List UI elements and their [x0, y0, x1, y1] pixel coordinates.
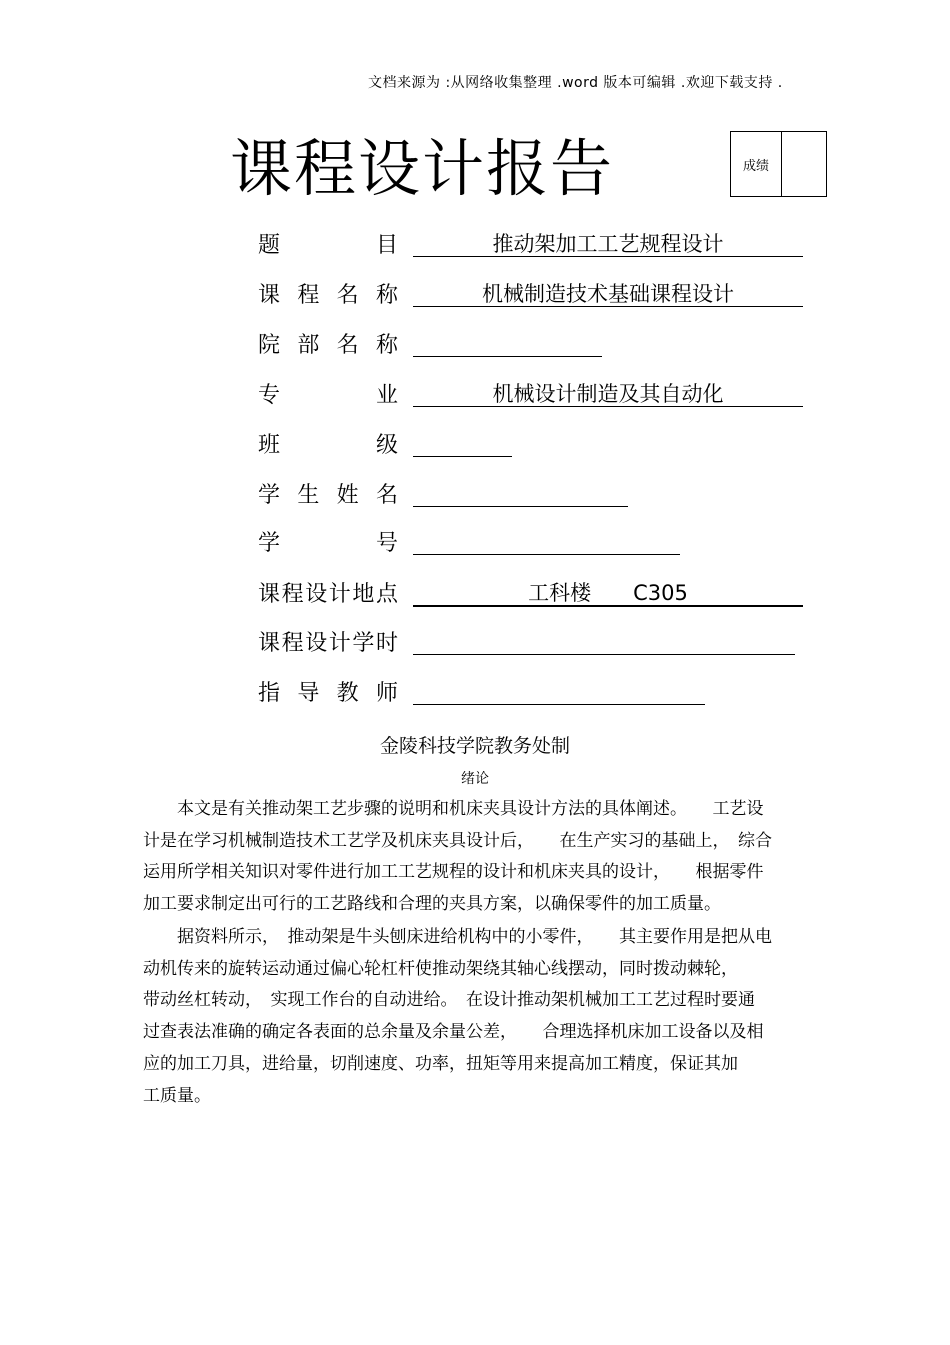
field-label-char: 姓	[336, 483, 359, 508]
paragraph-line: 工质量。	[143, 1085, 211, 1106]
field-label-char: 程	[281, 631, 304, 656]
grade-label: 成绩	[731, 132, 782, 196]
field-label-char: 课	[258, 283, 281, 308]
paragraph-line: 运用所学相关知识对零件进行加工工艺规程的设计和机床夹具的设计， 根据零件	[143, 862, 764, 883]
grade-box	[730, 131, 827, 197]
field-label-char: 计	[328, 631, 351, 656]
field-label-char: 时	[375, 631, 398, 656]
field-label-char: 号	[375, 531, 398, 556]
field-label-char: 专	[258, 383, 281, 408]
paragraph-line: 据资料所示， 推动架是牛头刨床进给机构中的小零件， 其主要作用是把从电	[143, 927, 772, 947]
field-label-char: 生	[297, 483, 320, 508]
field-value: 推动架加工工艺规程设计	[413, 228, 803, 257]
field-value	[413, 526, 680, 555]
field-value	[413, 428, 512, 457]
field-label-char: 教	[336, 681, 359, 706]
field-label-char: 课	[258, 582, 281, 607]
field-label-char: 程	[297, 283, 320, 308]
field-label-char: 院	[258, 333, 281, 358]
field-label	[258, 526, 398, 557]
paragraph-line: 加工要求制定出可行的工艺路线和合理的夹具方案，以确保零件的加工质量。	[143, 894, 721, 915]
header-note: 文档来源为 :从网络收集整理 .word 版本可编辑 .欢迎下载支持 .	[368, 75, 783, 91]
field-label-char: 称	[375, 333, 398, 358]
field-value: 工科楼 C305	[413, 577, 803, 607]
field-label-char: 目	[375, 233, 398, 258]
field-label-char: 业	[375, 383, 398, 408]
paragraph-line: 计是在学习机械制造技术工艺学及机床夹具设计后， 在生产实习的基础上， 综合	[143, 830, 772, 851]
paragraph-1	[143, 794, 808, 921]
grade-value-cell	[782, 132, 826, 196]
field-label-char: 学	[258, 483, 281, 508]
paragraph-line: 本文是有关推动架工艺步骤的说明和机床夹具设计方法的具体阐述。 工艺设	[143, 799, 764, 819]
field-value	[413, 478, 628, 507]
field-label-char: 学	[352, 631, 375, 656]
paragraph-line: 带动丝杠转动， 实现工作台的自动进给。 在设计推动架机械加工工艺过程时要通	[143, 990, 755, 1011]
field-label-char: 地	[352, 582, 375, 607]
field-value	[413, 328, 602, 357]
field-label	[258, 228, 398, 259]
field-label	[258, 278, 398, 309]
field-label-char: 师	[375, 681, 398, 706]
field-label-char: 程	[281, 582, 304, 607]
field-label-char: 部	[297, 333, 320, 358]
paragraph-line: 应的加工刀具，进给量，切削速度、功率，扭矩等用来提高加工精度，保证其加	[143, 1053, 738, 1074]
field-value: 机械设计制造及其自动化	[413, 378, 803, 407]
field-label-char: 指	[258, 681, 281, 706]
field-label	[258, 676, 398, 707]
institution-line: 金陵科技学院教务处制	[379, 735, 570, 757]
paragraph-line: 过查表法准确的确定各表面的总余量及余量公差， 合理选择机床加工设备以及相	[143, 1022, 764, 1043]
field-label-char: 学	[258, 531, 281, 556]
intro-heading: 绪论	[461, 771, 489, 787]
field-label-char: 名	[336, 333, 359, 358]
field-label-char: 导	[297, 681, 320, 706]
field-label-char: 称	[375, 283, 398, 308]
field-label	[258, 626, 398, 657]
field-label-char: 级	[375, 433, 398, 458]
field-label	[258, 577, 398, 608]
field-label	[258, 428, 398, 459]
field-label-char: 题	[258, 233, 281, 258]
field-value: 机械制造技术基础课程设计	[413, 278, 803, 307]
page-title: 课程设计报告	[230, 132, 615, 205]
field-value	[413, 626, 795, 655]
paragraph-2	[143, 922, 808, 1112]
field-label-char: 班	[258, 433, 281, 458]
field-label-char: 名	[336, 283, 359, 308]
field-label	[258, 328, 398, 359]
field-label-char: 课	[258, 631, 281, 656]
field-label-char: 点	[375, 582, 398, 607]
field-label-char: 设	[305, 631, 328, 656]
paragraph-line: 动机传来的旋转运动通过偏心轮杠杆使推动架绕其轴心线摆动，同时拨动棘轮，	[143, 958, 738, 979]
field-label	[258, 478, 398, 509]
field-value	[413, 676, 705, 705]
field-label-char: 计	[328, 582, 351, 607]
field-label-char: 名	[375, 483, 398, 508]
field-label-char: 设	[305, 582, 328, 607]
field-label	[258, 378, 398, 409]
